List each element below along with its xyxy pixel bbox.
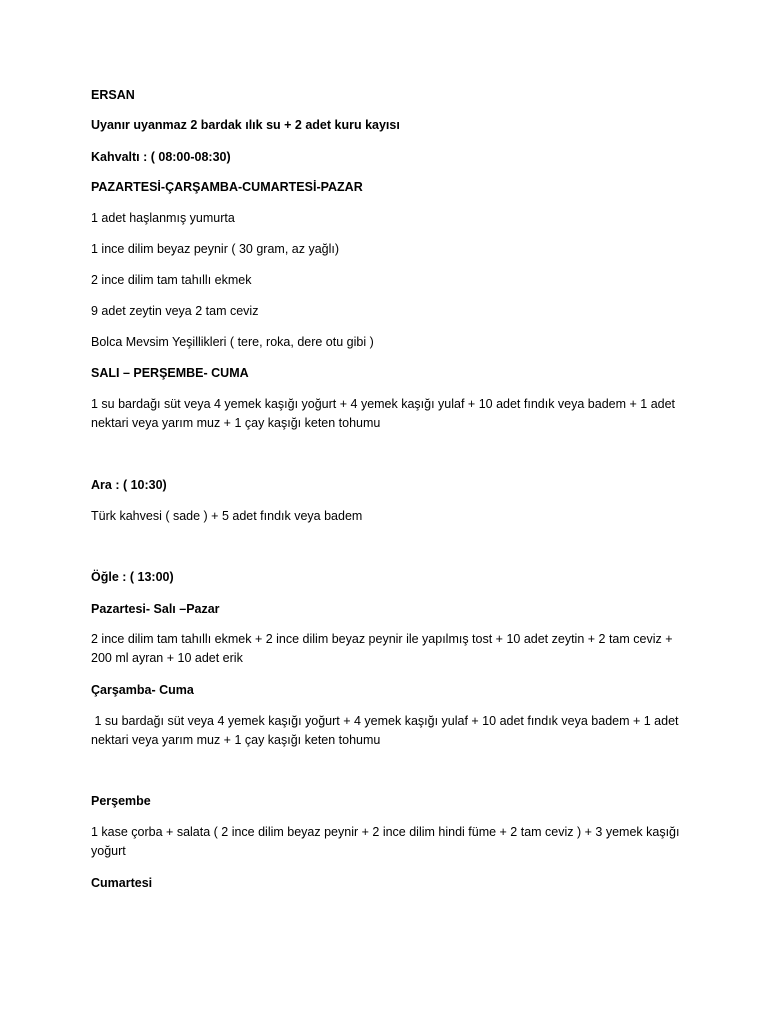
breakfast-alternative: 1 su bardağı süt veya 4 yemek kaşığı yoğurt + 4 yemek kaşığı yulaf + 10 adet fındık veya badem + 1 adet nektari veya yarım muz + 1 çay kaşığı keten tohumu (91, 397, 679, 430)
lunch-days-heading-2: Çarşamba- Cuma (91, 683, 194, 697)
lunch-text-2: 1 su bardağı süt veya 4 yemek kaşığı yoğurt + 4 yemek kaşığı yulaf + 10 adet fındık veya badem + 1 adet nektari veya yarım muz + 1 çay kaşığı keten tohumu (91, 714, 682, 747)
lunch-days-heading-4: Cumartesi (91, 876, 153, 890)
lunch-days-heading-1: Pazartesi- Salı –Pazar (91, 602, 220, 616)
snack-text: Türk kahvesi ( sade ) + 5 adet fındık veya badem (91, 509, 363, 523)
document-title: ERSAN (91, 88, 135, 102)
lunch-text-3: 1 kase çorba + salata ( 2 ince dilim beyaz peynir + 2 ince dilim hindi füme + 2 tam ceviz ) + 3 yemek kaşığı yoğurt (91, 825, 683, 858)
lunch-text-1: 2 ince dilim tam tahıllı ekmek + 2 ince dilim beyaz peynir ile yapılmış tost + 10 adet zeytin + 2 tam ceviz + 200 ml ayran + 10 adet erik (91, 632, 676, 665)
breakfast-item: 9 adet zeytin veya 2 tam ceviz (91, 304, 259, 318)
lunch-days-heading-3: Perşembe (91, 794, 151, 808)
breakfast-days-heading-1: PAZARTESİ-ÇARŞAMBA-CUMARTESİ-PAZAR (91, 180, 363, 194)
breakfast-item: Bolca Mevsim Yeşillikleri ( tere, roka, dere otu gibi ) (91, 335, 374, 349)
lunch-heading: Öğle : ( 13:00) (91, 570, 174, 584)
snack-heading: Ara : ( 10:30) (91, 478, 167, 492)
breakfast-item: 2 ince dilim tam tahıllı ekmek (91, 273, 252, 287)
morning-note: Uyanır uyanmaz 2 bardak ılık su + 2 adet kuru kayısı (91, 118, 400, 132)
breakfast-item: 1 adet haşlanmış yumurta (91, 211, 235, 225)
breakfast-days-heading-2: SALI – PERŞEMBE- CUMA (91, 366, 249, 380)
breakfast-heading: Kahvaltı : ( 08:00-08:30) (91, 150, 231, 164)
breakfast-item: 1 ince dilim beyaz peynir ( 30 gram, az yağlı) (91, 242, 340, 256)
